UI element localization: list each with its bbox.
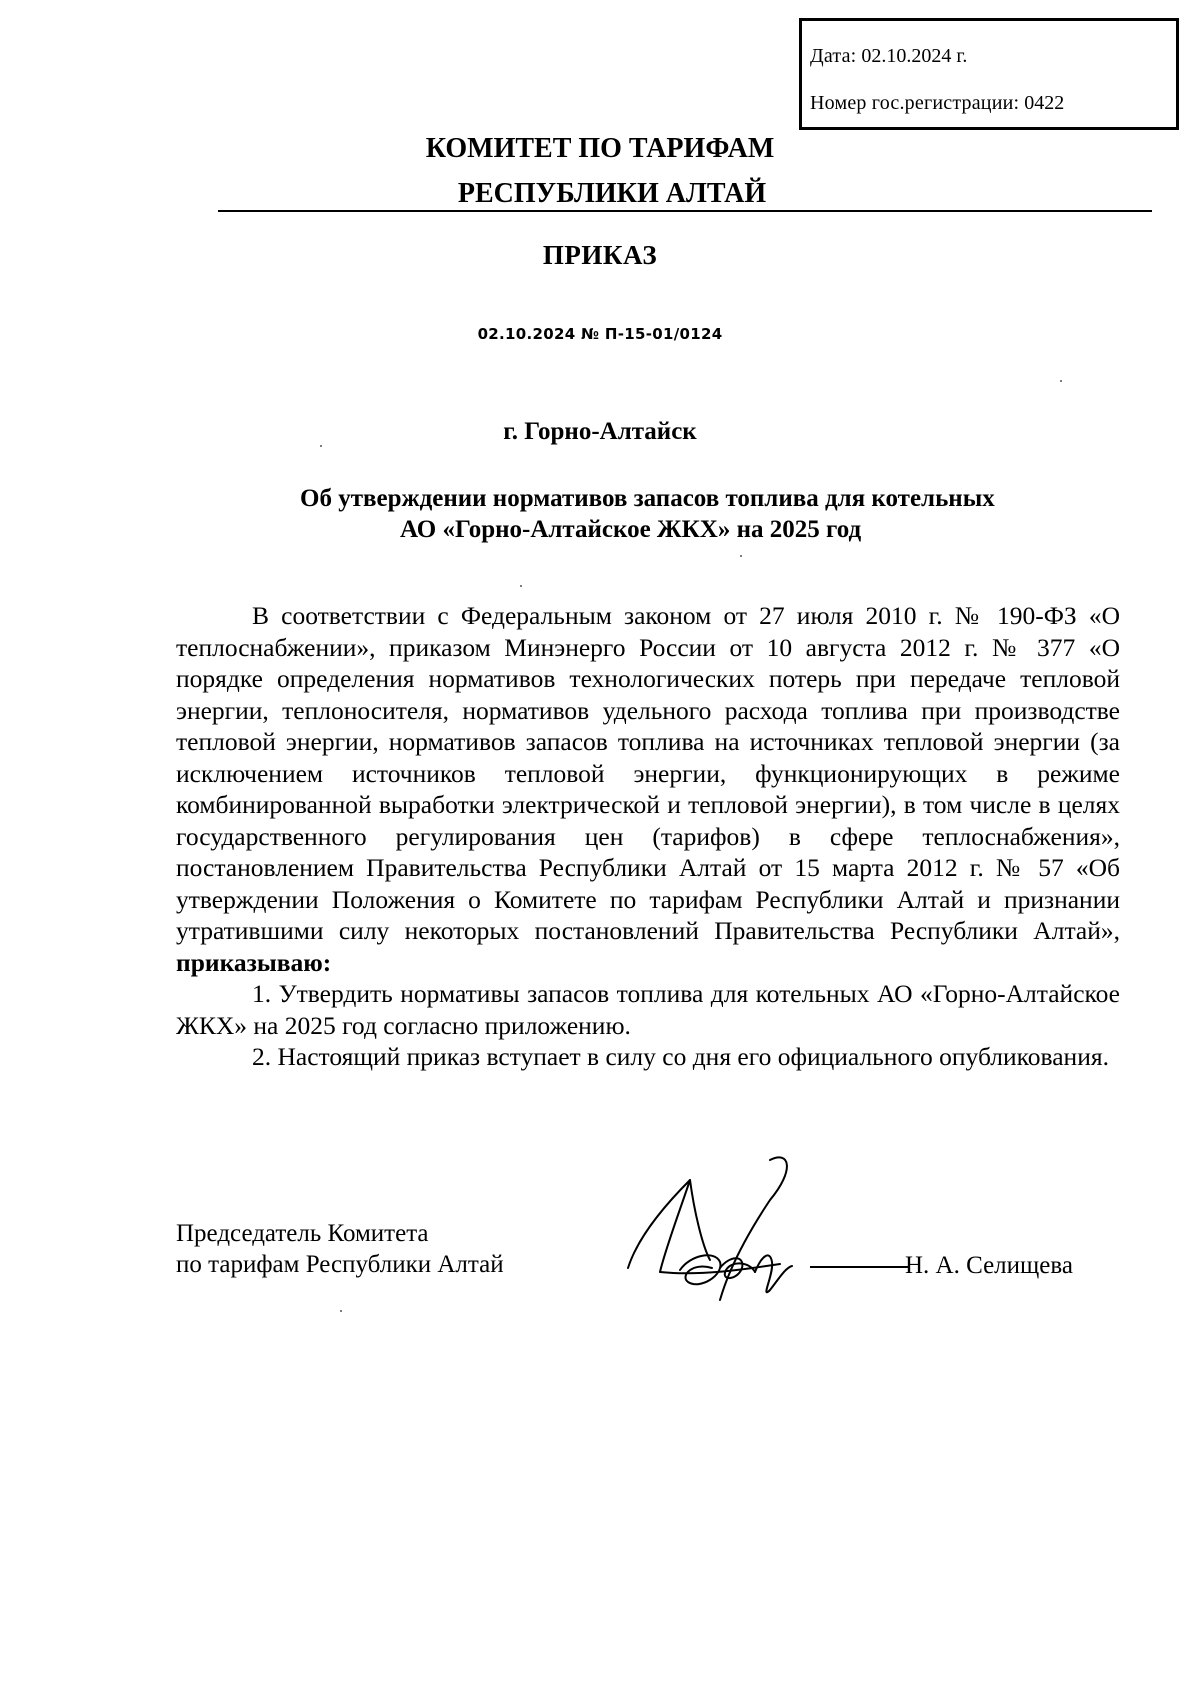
registration-stamp [799,18,1179,130]
header-divider [218,210,1152,212]
preamble-paragraph [176,600,1120,978]
order-item-1: 1. Утвердить нормативы запасов топлива для котельных АО «Горно-Алтайское ЖКХ» на 2025 год согласно приложению. [176,979,1120,1040]
preamble-text: В соответствии с Федеральным законом от 27 июля 2010 г. № 190-ФЗ «О теплоснабжении», приказом Минэнерго России от 10 августа 2012 г. № 377 «О порядке определения нормативов технологических потерь при передаче тепловой энергии, теплоносителя, нормативов удельного расхода топлива при производстве тепловой энергии, нормативов запасов топлива на источниках тепловой энергии (за исключением источников тепловой энергии, функционирующих в режиме комбинированной выработки электрической и тепловой энергии), в том числе в целях государственного регулирования цен (тарифов) в сфере теплоснабжения», постановлением Правительства Республики Алтай от 15 марта 2012 г. № 57 «Об утверждении Положения о Комитете по тарифам Республики Алтай и признании утратившими силу некоторых постановлений Правительства Республики Алтай», [176,601,1120,945]
signature-line [810,1266,910,1268]
handwritten-signature [620,1150,920,1310]
order-item-2: 2. Настоящий приказ вступает в силу со дня его официального опубликования. [252,1042,1109,1071]
signatory-name: Н. А. Селищева [905,1252,1073,1279]
subject-line1: Об утверждении нормативов запасов топлива для котельных [300,485,995,512]
document-body [176,600,1120,1073]
organization-name-line1: КОМИТЕТ ПО ТАРИФАМ [425,133,775,164]
document-type-title: ПРИКАЗ [542,240,658,270]
registration-number-value: 0422 [1024,92,1065,114]
city: г. Горно-Алтайск [503,418,697,445]
date-value: 02.10.2024 г. [861,45,968,67]
scan-speck [520,585,522,587]
order-word: приказываю: [176,947,332,977]
subject-line2: АО «Горно-Алтайское ЖКХ» на 2025 год [400,516,862,543]
organization-name-line2: РЕСПУБЛИКИ АЛТАЙ [457,178,767,209]
scan-speck [740,555,742,557]
registration-number-label: Номер гос.регистрации: [810,92,1020,114]
order-number: 02.10.2024 № П-15-01/0124 [477,325,723,343]
document-subject [300,483,1120,545]
registration-date-line [810,44,967,68]
signatory-position [176,1218,504,1280]
scan-speck [320,445,322,447]
scan-speck [340,1310,342,1312]
date-label: Дата: [810,45,857,67]
scan-speck [1060,380,1062,382]
registration-number-line [810,91,1064,115]
signatory-position-line2: по тарифам Республики Алтай [176,1251,504,1278]
signatory-position-line1: Председатель Комитета [176,1220,429,1247]
